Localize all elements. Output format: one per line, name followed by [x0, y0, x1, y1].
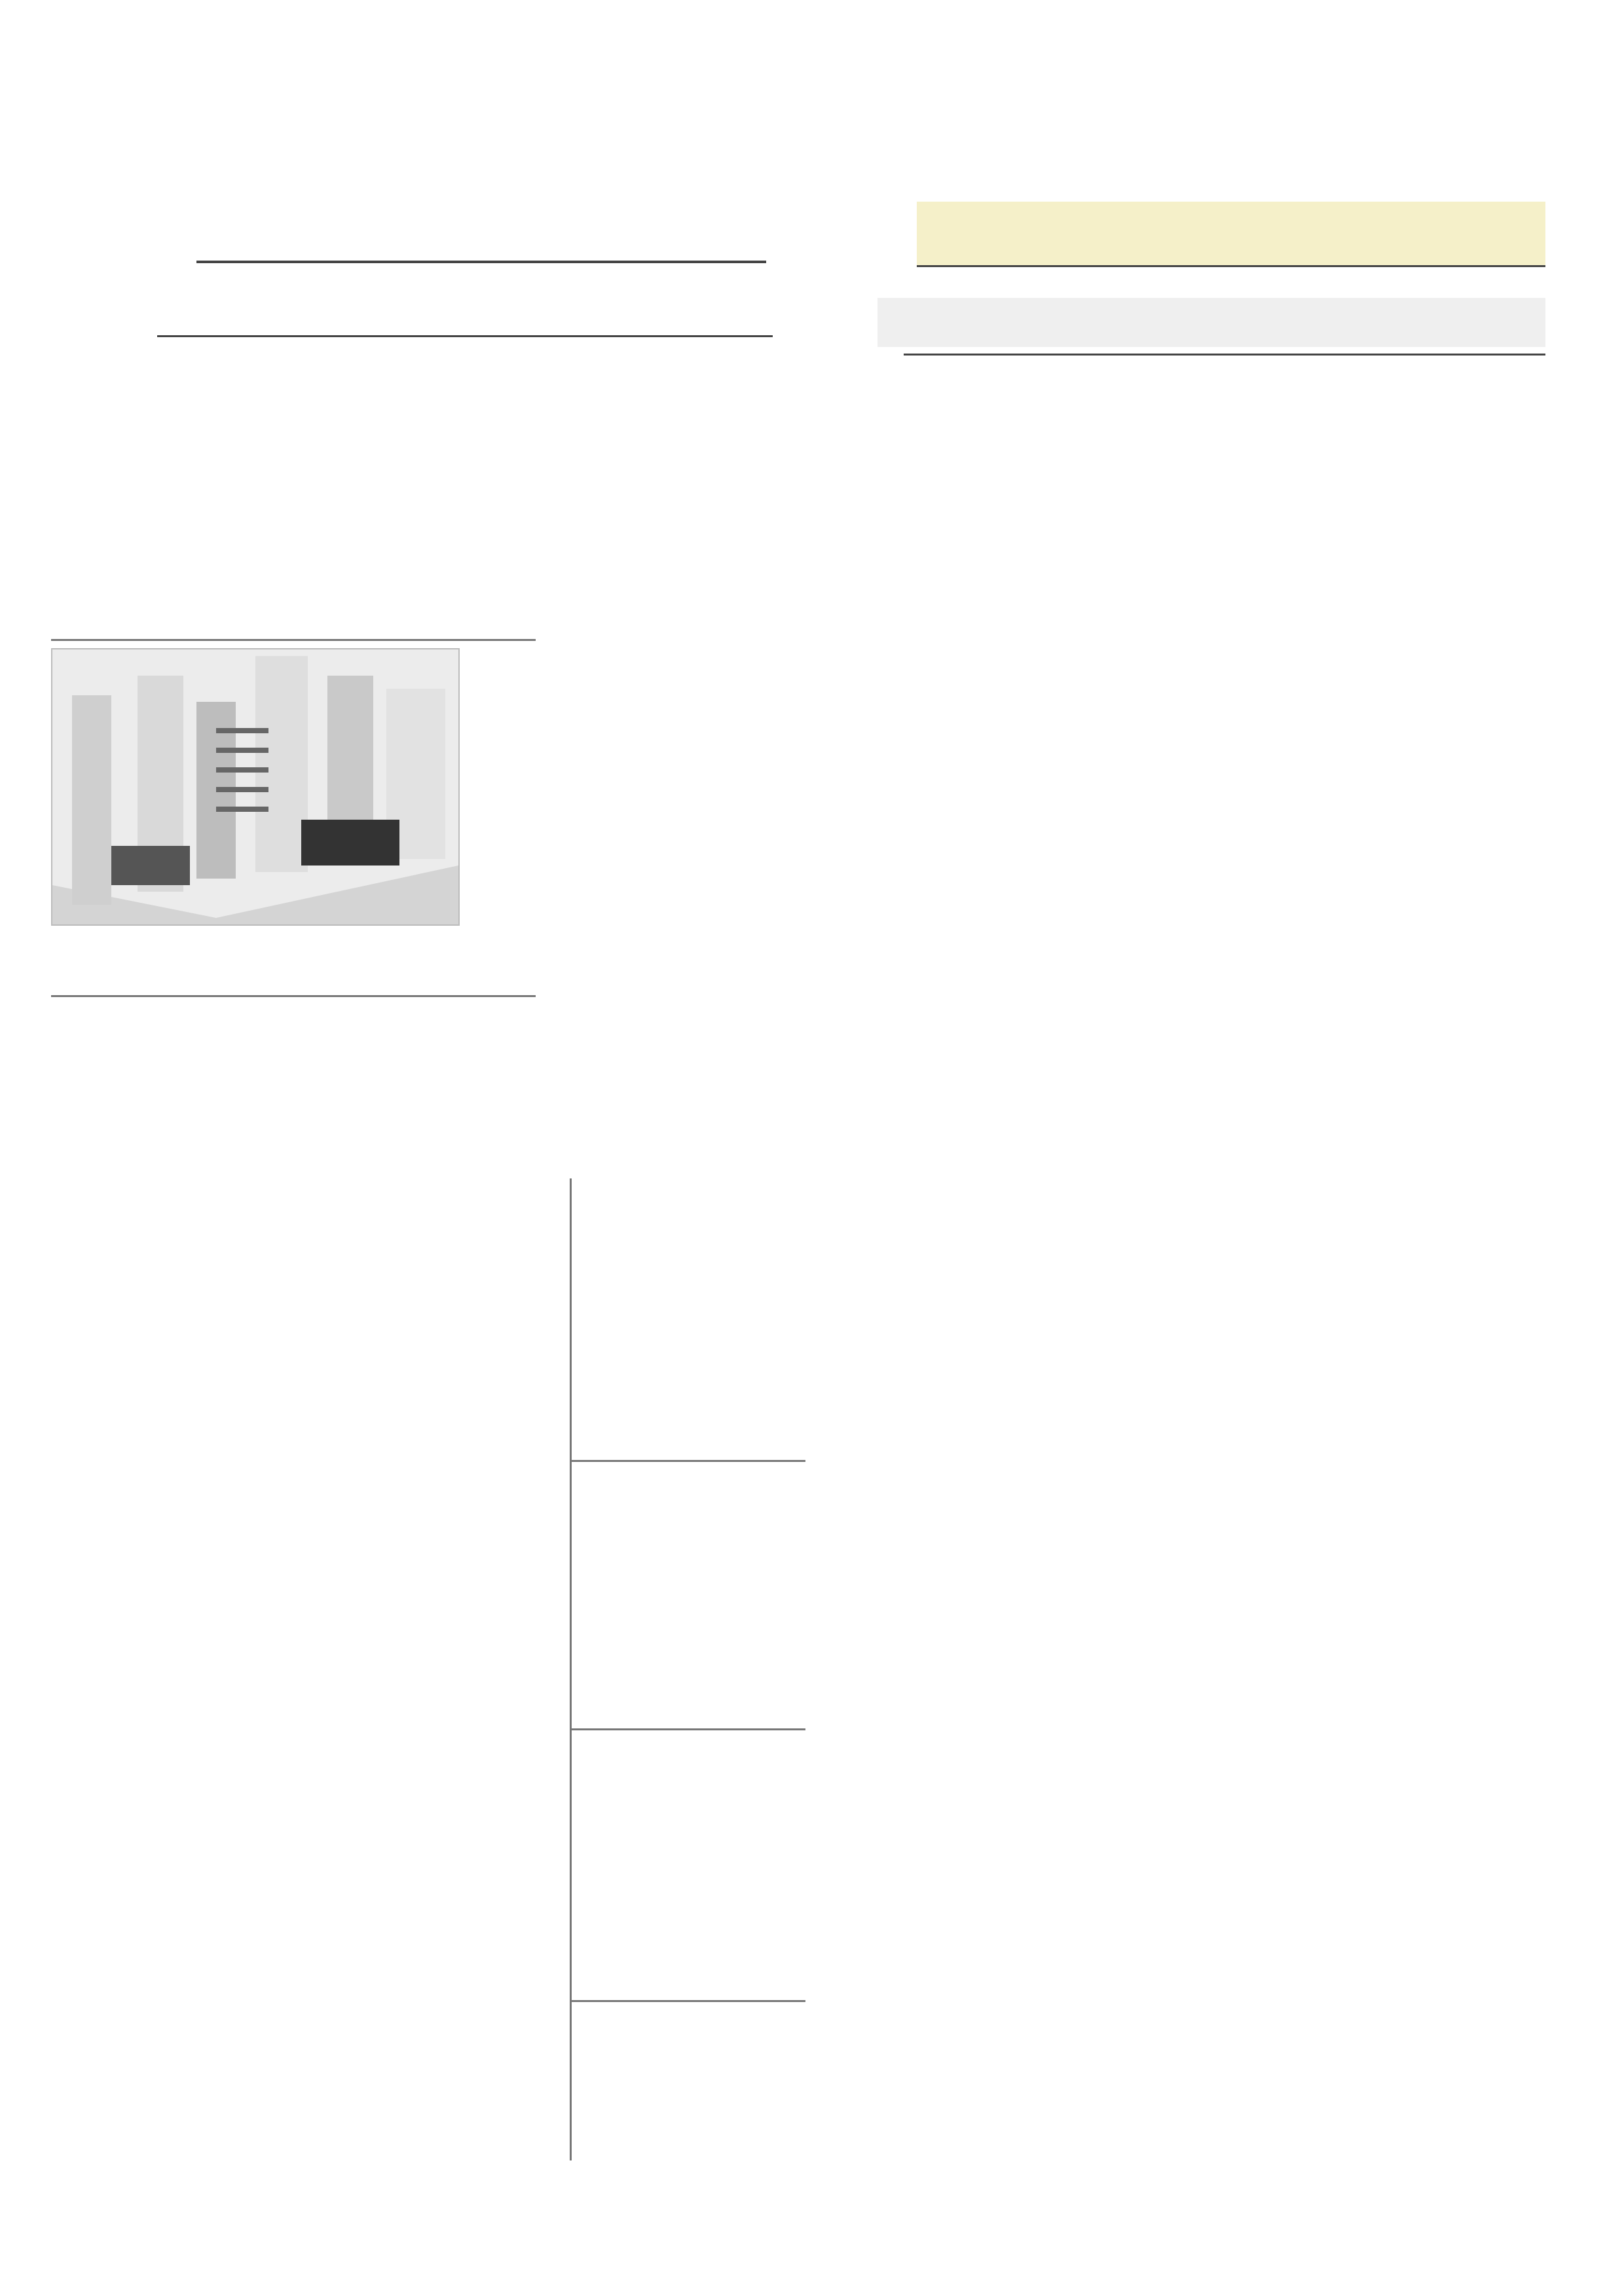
article-paragraph [570, 1473, 812, 1761]
article-paragraph [982, 750, 1375, 1090]
article-paragraph [969, 1123, 1506, 1463]
divider [570, 2000, 805, 2002]
divider [570, 1728, 805, 1730]
dateline-rule [904, 354, 1545, 355]
divider [51, 639, 536, 641]
dateline-rule [157, 335, 773, 337]
article-paragraph [570, 2013, 812, 2288]
masthead-rule [917, 265, 1545, 267]
article-paragraph [989, 380, 1369, 720]
masthead-nikkei-sangyo [917, 202, 1545, 267]
article-paragraph [570, 1198, 819, 1499]
article-paragraph [570, 1741, 812, 2016]
illustration-mongata-frame [51, 648, 460, 926]
dateline-band [877, 298, 1545, 347]
article-paragraph [65, 930, 537, 1270]
masthead-rule [196, 261, 766, 263]
divider [570, 1460, 805, 1462]
article-paragraph [477, 658, 542, 920]
building-sketch-icon [52, 649, 458, 924]
